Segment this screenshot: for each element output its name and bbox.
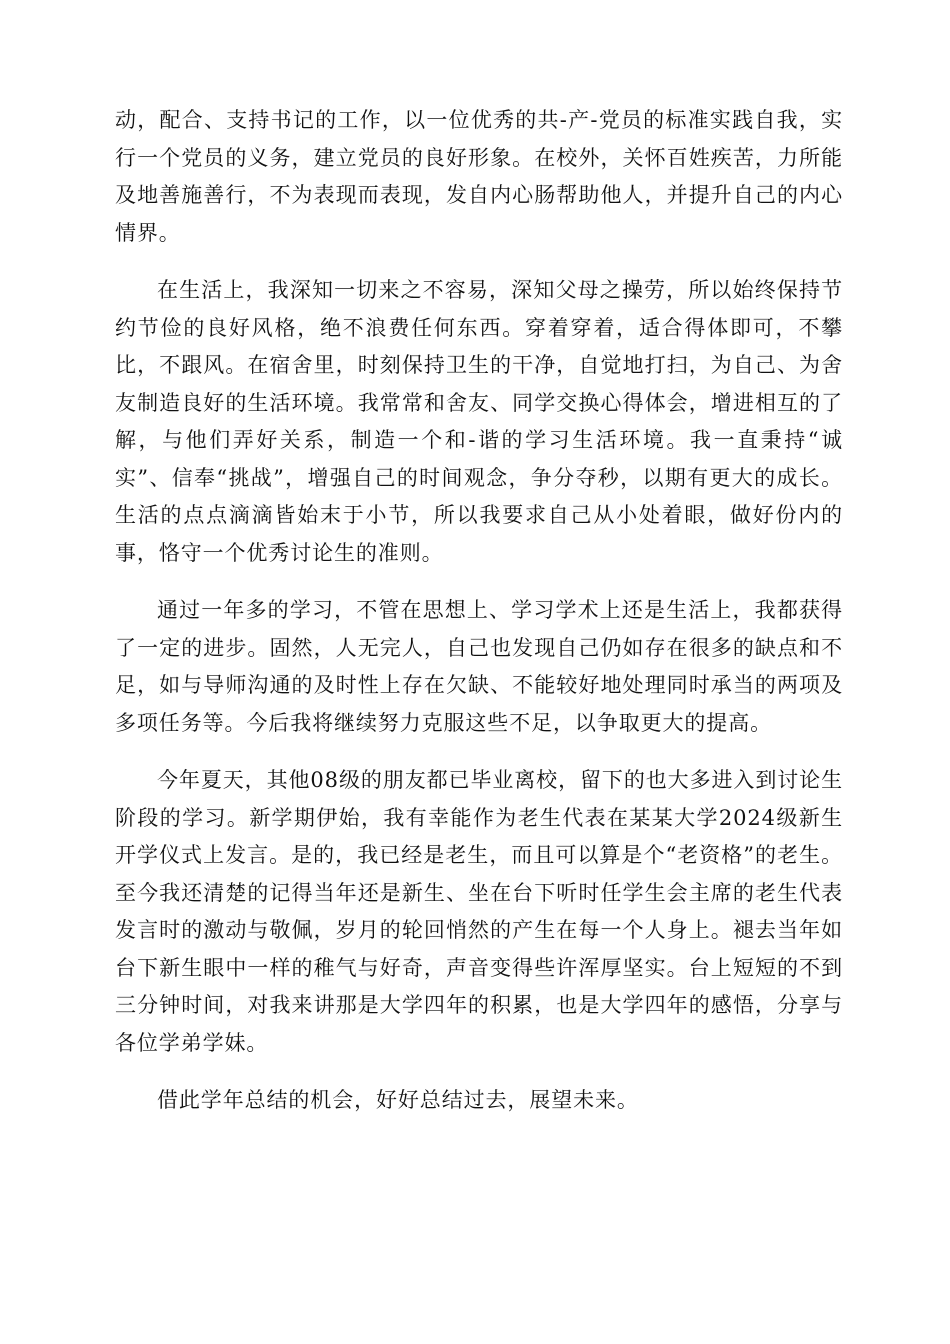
paragraph-3: 通过一年多的学习，不管在思想上、学习学术上还是生活上，我都获得了一定的进步。固然，人无完人，自己也发现自己仍如存在很多的缺点和不足，如与导师沟通的及时性上存在欠缺、不能较好地处理同时承当的两项及多项任务等。今后我将继续努力克服这些不足，以争取更大的提高。 bbox=[115, 598, 843, 735]
document-body bbox=[115, 102, 843, 1120]
paragraph-5: 借此学年总结的机会，好好总结过去，展望未来。 bbox=[157, 1088, 639, 1112]
paragraph-4: 今年夏天，其他08级的朋友都已毕业离校，留下的也大多进入到讨论生阶段的学习。新学期伊始，我有幸能作为老生代表在某某大学2024级新生开学仪式上发言。是的，我已经是老生，而且可以算是个“老资格”的老生。至今我还清楚的记得当年还是新生、坐在台下听时任学生会主席的老生代表发言时的激动与敬佩，岁月的轮回悄然的产生在每一个人身上。褪去当年如台下新生眼中一样的稚气与好奇，声音变得些许浑厚坚实。台上短短的不到三分钟时间，对我来讲那是大学四年的积累，也是大学四年的感悟，分享与各位学弟学妹。 bbox=[115, 768, 843, 1055]
paragraph-1: 动，配合、支持书记的工作，以一位优秀的共-产-党员的标准实践自我，实行一个党员的义务，建立党员的良好形象。在校外，关怀百姓疾苦，力所能及地善施善行，不为表现而表现，发自内心肠帮助他人，并提升自己的内心情界。 bbox=[115, 108, 843, 245]
paragraph-2: 在生活上，我深知一切来之不容易，深知父母之操劳，所以始终保持节约节俭的良好风格，绝不浪费任何东西。穿着穿着，适合得体即可，不攀比，不跟风。在宿舍里，时刻保持卫生的干净，自觉地打扫，为自己、为舍友制造良好的生活环境。我常常和舍友、同学交换心得体会，增进相互的了解，与他们弄好关系，制造一个和-谐的学习生活环境。我一直秉持“诚实”、信奉“挑战”，增强自己的时间观念，争分夺秒，以期有更大的成长。生活的点点滴滴皆始末于小节，所以我要求自己从小处着眼，做好份内的事，恪守一个优秀讨论生的准则。 bbox=[115, 278, 843, 565]
